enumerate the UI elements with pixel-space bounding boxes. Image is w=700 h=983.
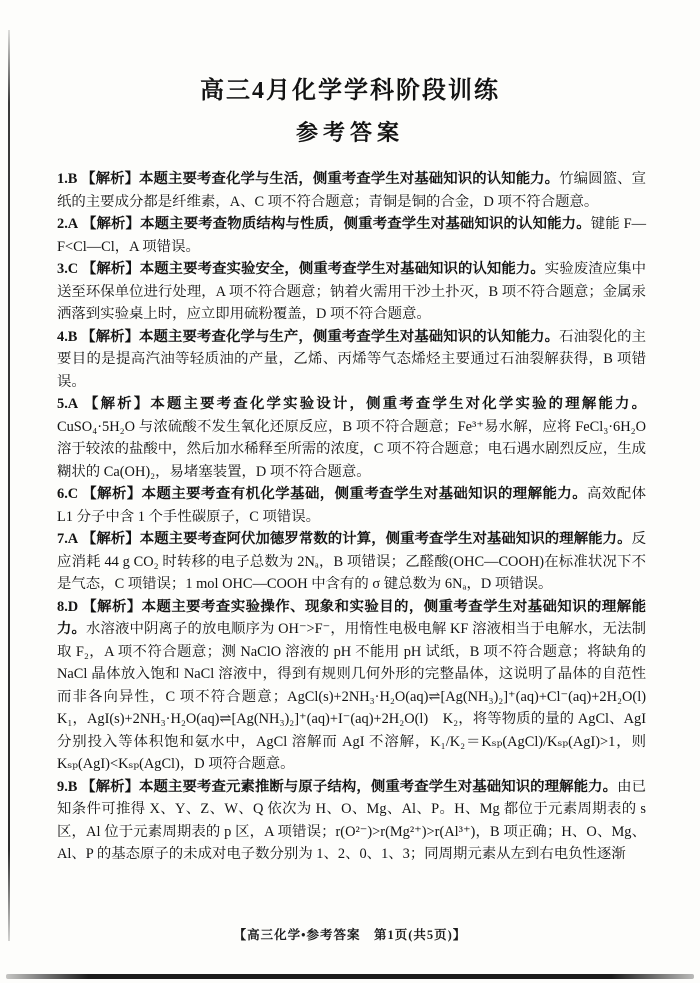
answer-item	[57, 393, 646, 483]
answer-number: 1.B	[57, 171, 78, 187]
answer-item	[57, 483, 646, 528]
answer-item	[57, 213, 646, 258]
answer-analysis-label: 【解析】本题主要考查化学与生活，侧重考查学生对基础知识的认知能力。	[81, 171, 560, 187]
answer-item	[57, 258, 646, 326]
answer-analysis-label: 【解析】本题主要考查物质结构与性质，侧重考查学生对基础知识的认知能力。	[81, 216, 591, 232]
answer-number: 7.A	[57, 531, 79, 547]
answer-number: 6.C	[57, 486, 79, 502]
answer-analysis-label: 【解析】本题主要考查元素推断与原子结构，侧重考查学生对基础知识的理解能力。	[81, 778, 618, 795]
page-title: 高三4月化学学科阶段训练	[200, 78, 500, 104]
page-subtitle: 参考答案	[295, 120, 404, 145]
answer-item	[57, 168, 646, 213]
footer-text: 【高三化学•参考答案 第1页(共5页)】	[233, 928, 467, 942]
answer-analysis-label: 【解析】本题主要考查实验操作、现象和实验目的，侧重考查学生对基础知识的理解能力。	[57, 598, 646, 637]
answer-number: 9.B	[57, 778, 78, 795]
answer-list	[0, 147, 700, 866]
answer-number: 8.D	[57, 598, 79, 615]
scan-artifact-bottom-bar	[6, 974, 694, 979]
answer-analysis-label: 【解析】本题主要考查阿伏加德罗常数的计算，侧重考查学生对基础知识的理解能力。	[81, 531, 632, 547]
answer-analysis-label: 【解析】本题主要考查化学与生产，侧重考查学生对基础知识的认知能力。	[81, 328, 560, 345]
answer-analysis-label: 【解析】本题主要考查化学实验设计，侧重考查学生对化学实验的理解能力。	[84, 396, 646, 412]
answer-item	[57, 776, 646, 866]
scan-artifact-left-line	[8, 30, 10, 941]
answer-number: 5.A	[57, 396, 79, 412]
document-header	[0, 0, 700, 147]
answer-explanation: CuSO₄·5H₂O 与浓硫酸不发生氧化还原反应，B 项不符合题意；Fe³⁺易水解，应将 FeCl₃·6H₂O 溶于较浓的盐酸中，然后加水稀释至所需的浓度，C 项不符合题意；电石遇水剧烈反应，生成糊状的 Ca(OH)₂，易堵塞装置，D 项不符合题意。	[57, 418, 646, 480]
answer-item	[57, 528, 646, 596]
answer-number: 2.A	[57, 216, 79, 232]
answer-explanation: 反应消耗 44 g CO₂ 时转移的电子总数为 2Nₐ，B 项错误；乙醛酸(OHC—COOH)在标准状况下不是气态，C 项错误；1 mol OHC—COOH 中含有的 σ 键总数为 6Nₐ，D 项错误。	[57, 531, 646, 592]
answer-explanation: 竹编圆篮、宣纸的主要成分都是纤维素，A、C 项不符合题意；青铜是铜的合金，D 项不符合题意。	[57, 171, 646, 210]
answer-explanation: 水溶液中阴离子的放电顺序为 OH⁻>F⁻，用惰性电极电解 KF 溶液相当于电解水，无法制取 F₂，A 项不符合题意；测 NaClO 溶液的 pH 不能用 pH 试纸，B 项不符合题意；将缺角的 NaCl 晶体放入饱和 NaCl 溶液中，得到有规则几何外形的完整晶体，这说明了晶体的自范性而非各向异性，C 项不符合题意；AgCl(s)+2NH₃·H₂O(aq)⇌[Ag(NH₃)₂]⁺(aq)+Cl⁻(aq)+2H₂O(l) K₁，AgI(s)+2NH₃·H₂O(aq)⇌[Ag(NH₃)₂]⁺(aq)+I⁻(aq)+2H₂O(l) K₂，将等物质的量的 AgCl、AgI 分别投入等体积饱和氨水中，AgCl 溶解而 AgI 不溶解，K₁/K₂＝Kₛₚ(AgCl)/Kₛₚ(AgI)>1，则 Kₛₚ(AgI)<Kₛₚ(AgCl)，D 项符合题意。	[57, 621, 661, 772]
answer-number: 3.C	[57, 261, 79, 277]
answer-explanation: 实验废渣应集中送至环保单位进行处理，A 项不符合题意；钠着火需用干沙土扑灭，B 项不符合题意；金属汞洒落到实验桌上时，应立即用硫粉覆盖，D 项不符合题意。	[57, 261, 646, 322]
answer-number: 4.B	[57, 328, 78, 345]
answer-explanation: 键能 F—F<Cl—Cl，A 项错误。	[57, 216, 646, 255]
page-footer	[0, 925, 700, 943]
answer-explanation: 石油裂化的主要目的是提高汽油等轻质油的产量，乙烯、丙烯等气态烯烃主要通过石油裂解获得，B 项错误。	[57, 328, 646, 390]
answer-explanation: 由已知条件可推得 X、Y、Z、W、Q 依次为 H、O、Mg、Al、P。H、Mg 都位于元素周期表的 s 区，Al 位于元素周期表的 p 区，A 项错误；r(O²⁻)>r(Mg²⁺)>r(Al³⁺)，B 项正确；H、O、Mg、Al、P 的基态原子的未成对电子数分别为 1、2、0、1、3；同周期元素从左到右电负性逐渐	[57, 778, 646, 862]
answer-analysis-label: 【解析】本题主要考查有机化学基础，侧重考查学生对基础知识的理解能力。	[82, 486, 588, 502]
answer-analysis-label: 【解析】本题主要考查实验安全，侧重考查学生对基础知识的认知能力。	[81, 261, 545, 277]
answer-item	[57, 596, 661, 776]
answer-item	[57, 326, 646, 394]
answer-explanation: 高效配体 L1 分子中含 1 个手性碳原子，C 项错误。	[57, 486, 646, 525]
